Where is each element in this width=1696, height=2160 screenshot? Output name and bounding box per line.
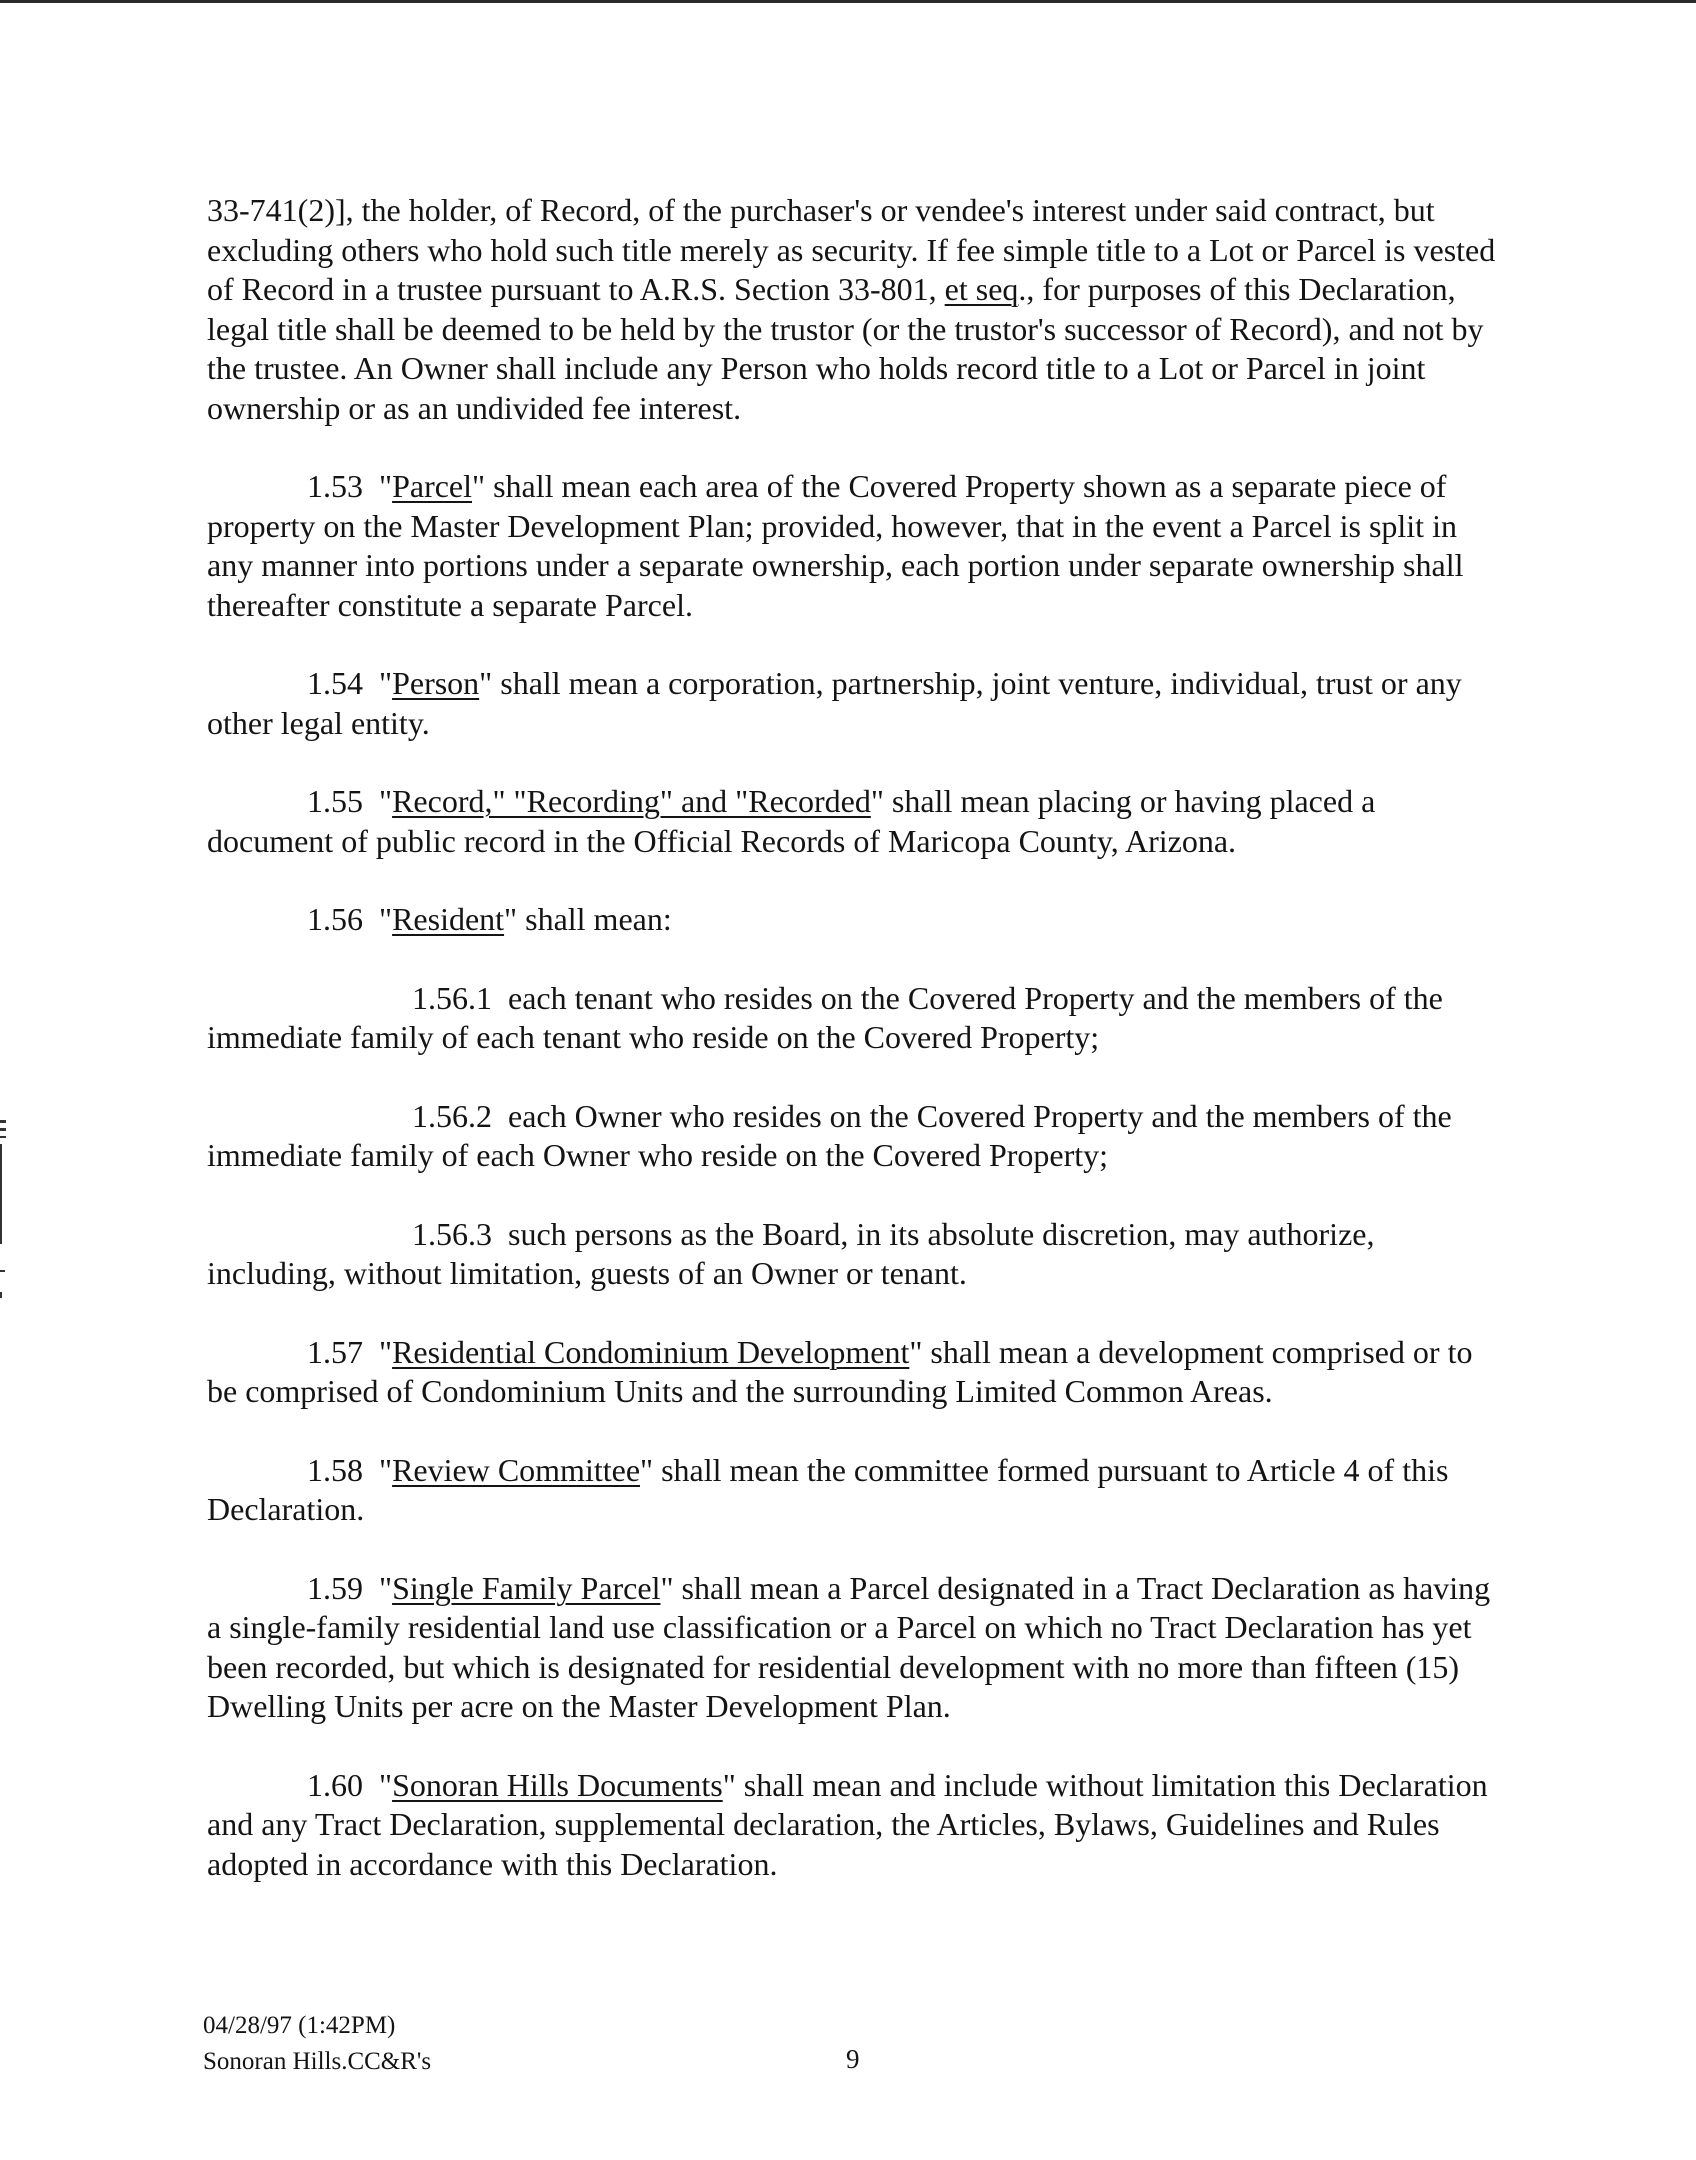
defined-term-sonoran-hills-documents: Sonoran Hills Documents (392, 1766, 723, 1803)
defined-term-single-family-parcel: Single Family Parcel (392, 1569, 661, 1606)
section-1-53: 1.53 "Parcel" shall mean each area of the Covered Property shown as a separate piece of property on the Master Development Plan; provided, however, that in the event a Parcel is split in any manner into portions under a separate ownership, each portion under separate ownership shall thereafter constitute a separate Parcel. (207, 468, 1464, 623)
section-1-55: 1.55 "Record," "Recording" and "Recorded" shall mean placing or having placed a document of public record in the Official Records of Maricopa County, Arizona. (207, 783, 1376, 859)
page-number: 9 (846, 2044, 860, 2074)
subsection-1-56-1: 1.56.1 each tenant who resides on the Covered Property and the members of the immediate family of each tenant who reside on the Covered Property; (207, 979, 1443, 1055)
section-1-59: 1.59 "Single Family Parcel" shall mean a Parcel designated in a Tract Declaration as having a single-family residential land use classification or a Parcel on which no Tract Declaration has yet been recorded, but which is designated for residential development with no more than fifteen (15) Dwelling Units per acre on the Master Development Plan. (207, 1569, 1491, 1724)
section-1-58: 1.58 "Review Committee" shall mean the committee formed pursuant to Article 4 of this Declaration. (207, 1451, 1449, 1527)
defined-term-resident: Resident (392, 901, 505, 937)
section-1-54: 1.54 "Person" shall mean a corporation, partnership, joint venture, individual, trust or any other legal entity. (207, 665, 1462, 741)
scan-artifact-marks (0, 1120, 6, 1310)
footer-doc-info (203, 2008, 431, 2080)
intro-paragraph: 33-741(2)], the holder, of Record, of the purchaser's or vendee's interest under said contract, but excluding others who hold such title merely as security. If fee simple title to a Lot or Parcel is vested of Record in a trustee pursuant to A.R.S. Section 33-801, et seq., for purposes of this Declaration, legal title shall be deemed to be held by the trustor (or the trustor's successor of Record), and not by the trustee. An Owner shall include any Person who holds record title to a Lot or Parcel in joint ownership or as an undivided fee interest. (207, 192, 1496, 426)
defined-term-review-committee: Review Committee (392, 1451, 641, 1488)
et-seq-term: et seq (944, 271, 1019, 307)
section-1-57: 1.57 "Residential Condominium Development" shall mean a development comprised or to be comprised of Condominium Units and the surrounding Limited Common Areas. (207, 1333, 1473, 1409)
document-body (207, 191, 1507, 1923)
subsection-1-56-3: 1.56.3 such persons as the Board, in its absolute discretion, may authorize, including, without limitation, guests of an Owner or tenant. (207, 1215, 1375, 1291)
section-1-56: 1.56 "Resident" shall mean: (307, 901, 672, 937)
page-top-edge (0, 0, 1696, 3)
defined-term-record: Record," "Recording" and "Recorded (392, 783, 871, 819)
defined-term-residential-condominium-development: Residential Condominium Development (392, 1333, 910, 1370)
footer-filename: Sonoran Hills.CC&R's (203, 2048, 432, 2075)
defined-term-parcel: Parcel (392, 468, 473, 504)
subsection-1-56-2: 1.56.2 each Owner who resides on the Covered Property and the members of the immediate family of each Owner who reside on the Covered Property; (207, 1097, 1452, 1173)
section-1-60: 1.60 "Sonoran Hills Documents" shall mean and include without limitation this Declaration and any Tract Declaration, supplemental declaration, the Articles, Bylaws, Guidelines and Rules adopted in accordance with this Declaration. (207, 1766, 1488, 1882)
defined-term-person: Person (392, 665, 480, 701)
footer-date: 04/28/97 (1:42PM) (203, 2012, 396, 2039)
